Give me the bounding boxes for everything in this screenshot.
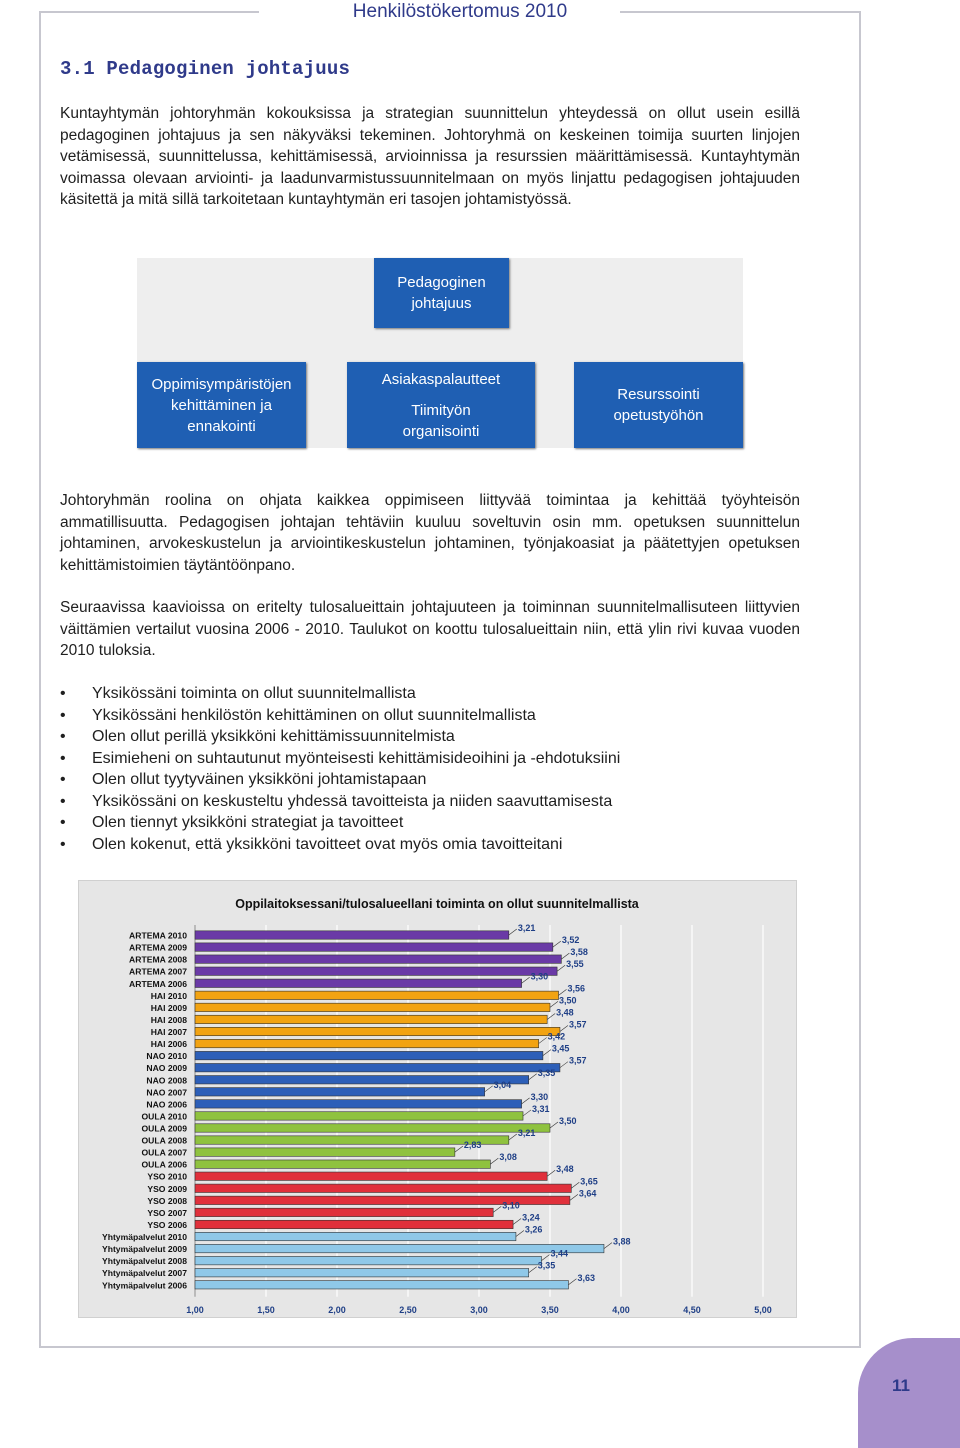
chart-title: Oppilaitoksessani/tulosalueellani toiminta on ollut suunnitelmallista	[235, 897, 639, 911]
y-category-label: NAO 2010	[146, 1051, 187, 1062]
data-label: 3,50	[559, 995, 577, 1006]
bar	[195, 1051, 543, 1059]
list-item: • Yksikössäni toiminta on ollut suunnitelmallista	[60, 683, 620, 705]
org-box-oppimisymparistot	[137, 362, 306, 448]
bar	[195, 1184, 571, 1192]
data-label: 3,08	[499, 1152, 517, 1163]
y-category-label: NAO 2009	[146, 1063, 187, 1074]
data-label: 3,88	[612, 1236, 631, 1247]
y-category-label: Yhtymäpalvelut 2010	[101, 1232, 187, 1243]
y-category-label: YSO 2008	[147, 1195, 187, 1206]
data-label: 3,64	[578, 1188, 597, 1199]
data-label: 3,48	[556, 1007, 574, 1018]
data-label: 3,52	[561, 935, 580, 946]
x-tick-label: 1,50	[257, 1304, 275, 1315]
bar	[195, 1003, 550, 1011]
list-item: • Yksikössäni on keskusteltu yhdessä tavoitteista ja niiden saavuttamisesta	[60, 791, 620, 813]
bar	[195, 1160, 490, 1168]
bar	[195, 991, 559, 999]
bar	[195, 1281, 568, 1289]
org-top-line1: Pedagoginen	[397, 274, 486, 291]
y-category-label: OULA 2008	[141, 1135, 187, 1146]
y-category-label: Yhtymäpalvelut 2006	[101, 1280, 187, 1291]
y-category-label: ARTEMA 2008	[129, 954, 187, 965]
org-left-line2: kehittäminen ja	[171, 396, 272, 414]
org-mid-line3: organisointi	[402, 422, 480, 440]
data-label: 3,42	[547, 1031, 566, 1042]
bullet-icon: •	[60, 835, 66, 853]
bullet-icon: •	[60, 728, 66, 745]
y-category-label: YSO 2010	[147, 1171, 187, 1182]
y-category-label: NAO 2006	[146, 1099, 187, 1110]
page-number: 11	[892, 1376, 910, 1395]
data-label: 3,57	[568, 1019, 587, 1030]
y-category-label: OULA 2006	[141, 1159, 187, 1170]
org-left-line3: ennakointi	[187, 417, 256, 435]
data-label: 3,26	[524, 1224, 543, 1235]
y-category-label: ARTEMA 2006	[129, 978, 187, 989]
data-label: 3,24	[522, 1212, 540, 1223]
bar	[195, 1027, 560, 1035]
org-top-line2: johtajuus	[411, 295, 472, 312]
y-category-label: HAI 2010	[150, 990, 187, 1001]
leadership-paragraph: Johtoryhmän roolina on ohjata kaikkea oppimiseen liittyvää toimintaa ja kehittää työyhteisön ammatillisuutta. Pedagogisen johtajan tehtäviin kuuluu soveltuvin osin mm. opetuksen suunnittelun johtaminen, arvokeskustelun ja arviointikeskustelun johtaminen, työnjakoasiat ja päätettyjen opetuksen kehittämistoimien täytäntöönpano.	[60, 492, 800, 574]
x-tick-label: 4,00	[612, 1304, 630, 1315]
org-box-pedagoginen-johtajuus	[374, 258, 509, 328]
data-label: 3,10	[502, 1200, 520, 1211]
data-label: 3,21	[517, 1128, 536, 1139]
y-category-label: NAO 2008	[146, 1075, 187, 1086]
y-category-label: Yhtymäpalvelut 2008	[101, 1256, 187, 1267]
bullet-icon: •	[60, 685, 66, 702]
bullet-icon: •	[60, 814, 66, 831]
y-category-label: YSO 2007	[147, 1207, 187, 1218]
data-label: 3,65	[580, 1176, 598, 1187]
bullet-icon: •	[60, 771, 66, 788]
charts-intro-paragraph: Seuraavissa kaavioissa on eritelty tulosalueittain johtajuuteen ja toiminnan suunnitelmallisuteen liittyvien väittämien vertailut vuosina 2006 - 2010. Taulukot on koottu tulosalueittain niin, että ylin rivi kuvaa vuoden 2010 tuloksia.	[60, 599, 800, 659]
org-chart	[137, 258, 743, 448]
statement-list	[60, 683, 620, 855]
bar	[195, 955, 561, 963]
data-label: 3,63	[577, 1272, 595, 1283]
data-label: 3,57	[568, 1055, 587, 1066]
bar-chart	[78, 880, 797, 1318]
y-category-label: YSO 2006	[147, 1219, 187, 1230]
org-mid-line2: Tiimityön	[411, 401, 471, 419]
data-label: 3,50	[559, 1115, 577, 1126]
y-category-label: Yhtymäpalvelut 2009	[101, 1244, 187, 1255]
data-label: 3,55	[566, 959, 584, 970]
bar	[195, 1124, 550, 1132]
bar	[195, 1088, 485, 1096]
document-title: Henkilöstökertomus 2010	[352, 1, 568, 22]
x-tick-label: 3,00	[470, 1304, 488, 1315]
y-category-label: OULA 2010	[141, 1111, 187, 1122]
org-right-line2: opetustyöhön	[613, 407, 704, 424]
y-category-label: ARTEMA 2010	[129, 930, 187, 941]
bar	[195, 1015, 547, 1023]
bar	[195, 1244, 604, 1252]
list-item: • Olen ollut perillä yksikköni kehittämissuunnitelmista	[60, 726, 620, 748]
bar	[195, 1100, 522, 1108]
bar	[195, 943, 553, 951]
data-label: 3,30	[530, 1091, 549, 1102]
org-left-line1: Oppimisympäristöjen	[151, 375, 292, 393]
y-category-label: HAI 2006	[150, 1039, 187, 1050]
list-item: • Yksikössäni henkilöstön kehittäminen on ollut suunnitelmallista	[60, 705, 620, 727]
data-label: 3,30	[530, 971, 549, 982]
y-category-label: YSO 2009	[147, 1183, 187, 1194]
data-label: 3,04	[493, 1079, 512, 1090]
y-category-label: ARTEMA 2009	[129, 942, 187, 953]
bullet-icon: •	[60, 749, 66, 767]
bar	[195, 931, 509, 939]
org-box-asiakaspalautteet	[347, 362, 535, 448]
bar	[195, 967, 557, 975]
intro-paragraph: Kuntayhtymän johtoryhmän kokouksissa ja strategian suunnittelun yhteydessä on ollut usein esillä pedagoginen johtajuus ja sen näkyväksi tekeminen. Johtoryhmä on keskeinen toimija suurten linjojen vetämisessä, suunnittelussa, kehittämisessä, arvioinnissa ja resurssien määrittämisessä. Kuntayhtymän voimassa olevaan arviointi- ja laadunvarmistussuunnitelmaan on myös linjattu pedagogisen johtajuuden käsitettä ja mitä sillä tarkoitetaan kuntayhtymän eri tasojen johtamistyössä.	[60, 105, 800, 208]
org-mid-line1: Asiakaspalautteet	[381, 370, 501, 388]
x-tick-label: 5,00	[754, 1304, 772, 1315]
data-label: 3,48	[556, 1164, 574, 1175]
y-category-label: HAI 2007	[150, 1027, 187, 1038]
bar	[195, 1208, 493, 1216]
list-item: • Olen ollut tyytyväinen yksikköni johtamistapaan	[60, 769, 620, 791]
bullet-icon: •	[60, 706, 66, 724]
list-item: • Olen kokenut, että yksikköni tavoitteet ovat myös omia tavoitteitani	[60, 834, 620, 856]
data-label: 3,31	[532, 1103, 550, 1114]
org-box-resurssointi	[574, 362, 743, 448]
data-label: 3,35	[537, 1260, 556, 1271]
bar	[195, 1039, 539, 1047]
y-category-label: HAI 2009	[150, 1002, 187, 1013]
y-category-label: Yhtymäpalvelut 2007	[101, 1268, 187, 1279]
bar	[195, 979, 522, 987]
data-label: 3,35	[537, 1067, 556, 1078]
data-label: 3,45	[551, 1043, 570, 1054]
bar	[195, 1220, 513, 1228]
data-label: 3,56	[567, 983, 586, 994]
bar	[195, 1232, 516, 1240]
y-category-label: HAI 2008	[150, 1014, 187, 1025]
bar	[195, 1136, 509, 1144]
bar	[195, 1076, 529, 1084]
data-label: 3,44	[550, 1248, 569, 1259]
x-tick-label: 1,00	[186, 1304, 204, 1315]
bar	[195, 1256, 541, 1264]
section-heading: 3.1 Pedagoginen johtajuus	[60, 58, 351, 80]
bar	[195, 1172, 547, 1180]
org-right-line1: Resurssointi	[617, 386, 700, 403]
x-tick-label: 3,50	[541, 1304, 559, 1315]
list-item: • Olen tiennyt yksikköni strategiat ja tavoitteet	[60, 812, 620, 834]
data-label: 2,83	[463, 1140, 482, 1151]
bullet-icon: •	[60, 792, 66, 810]
x-tick-label: 2,00	[328, 1304, 346, 1315]
x-tick-label: 4,50	[683, 1304, 701, 1315]
data-label: 3,58	[570, 947, 588, 958]
y-category-label: ARTEMA 2007	[129, 966, 187, 977]
bar	[195, 1148, 455, 1156]
y-category-label: OULA 2009	[141, 1123, 187, 1134]
bar	[195, 1112, 523, 1120]
y-category-label: NAO 2007	[146, 1087, 187, 1098]
x-tick-label: 2,50	[399, 1304, 417, 1315]
chart-canvas	[79, 881, 796, 1317]
y-category-label: OULA 2007	[141, 1147, 187, 1158]
bar	[195, 1063, 560, 1071]
list-item: • Esimieheni on suhtautunut myönteisesti kehittämisideoihini ja -ehdotuksiini	[60, 748, 620, 770]
bar	[195, 1269, 529, 1277]
data-label: 3,21	[517, 923, 536, 934]
